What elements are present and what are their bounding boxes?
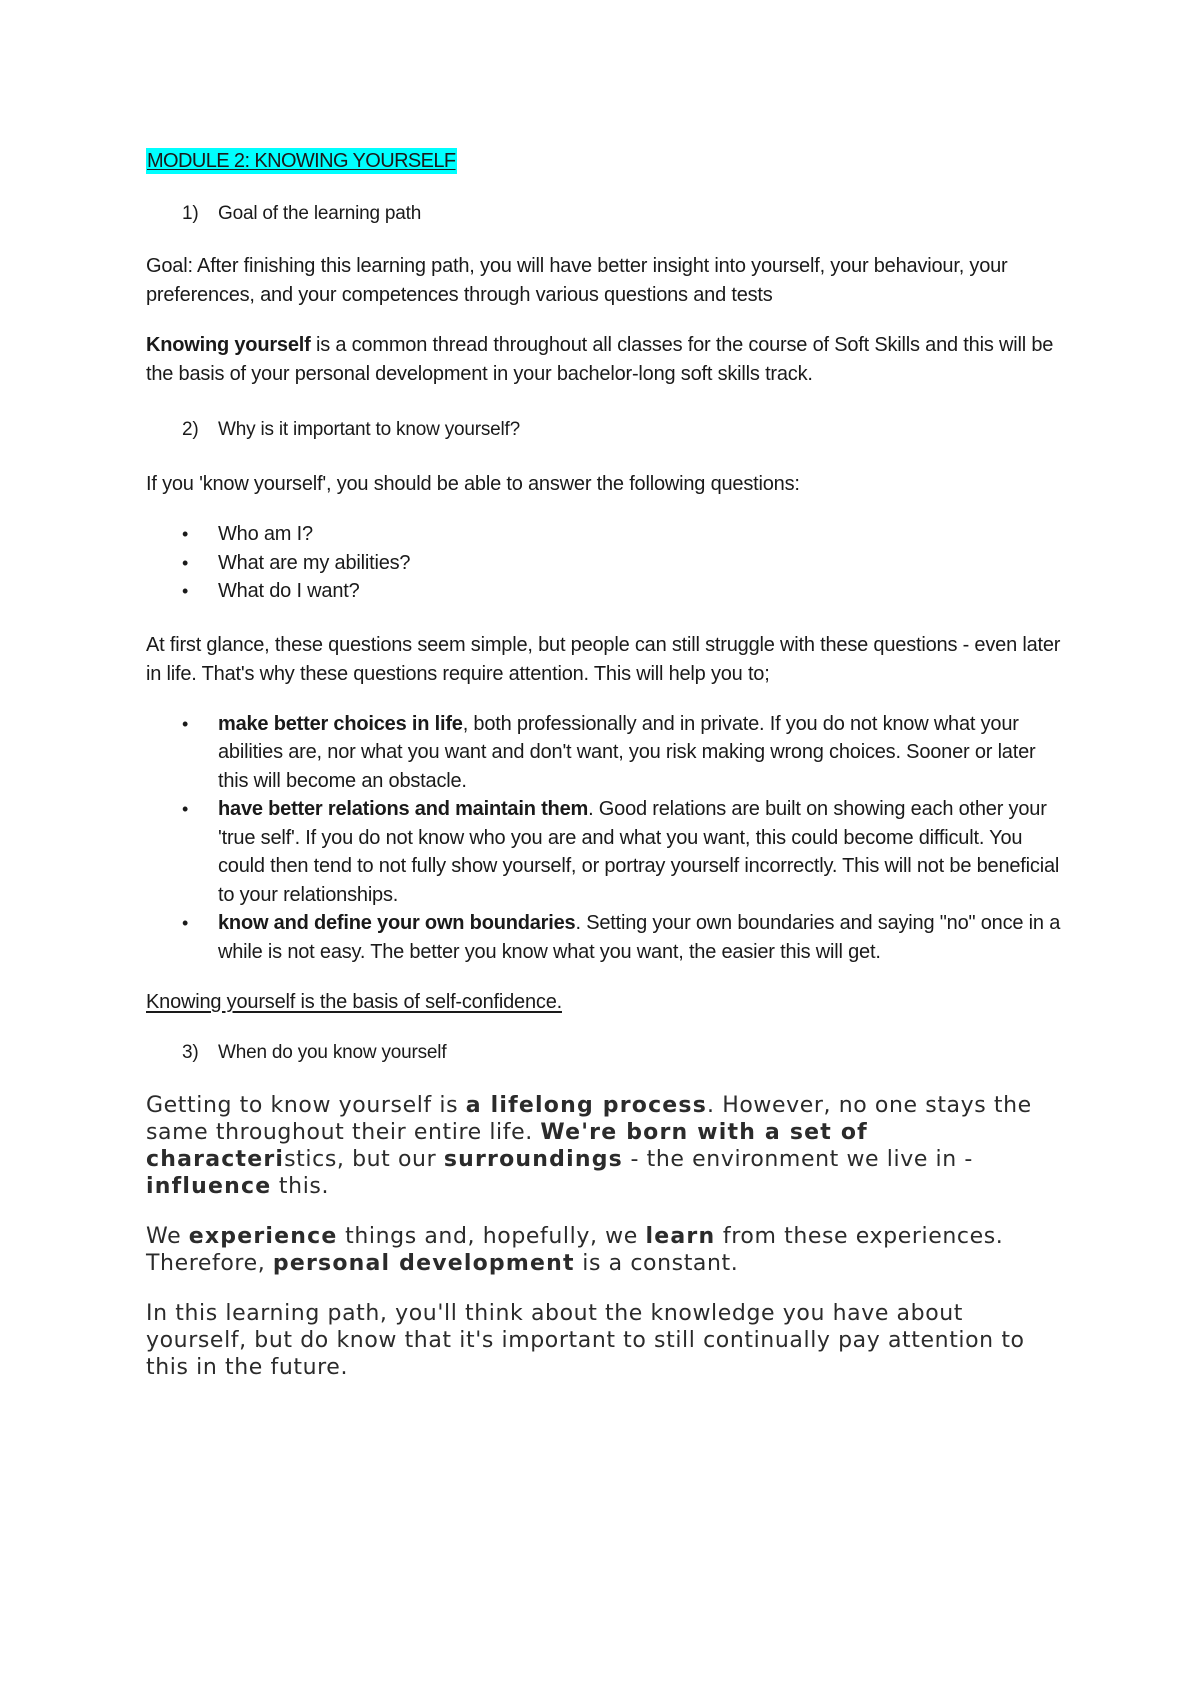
benefit-text: . Setting your own boundaries and saying "no" once in a while is not easy. The better you know what you want, the easier this will get. (218, 912, 1061, 963)
text-run: - the environment we live in - (622, 1147, 973, 1172)
questions-intro: If you 'know yourself', you should be able to answer the following questions: (146, 473, 800, 495)
bullet-icon: • (182, 913, 189, 933)
list-item-text: What are my abilities? (218, 551, 411, 574)
section-heading-text: Why is it important to know yourself? (218, 419, 520, 440)
text-run: Getting to know yourself is (146, 1093, 466, 1118)
experience-paragraph (146, 1223, 1066, 1277)
section-heading-goal (146, 200, 1066, 228)
section-number: 1) (182, 203, 199, 224)
list-item (146, 577, 1066, 606)
section-heading-text: When do you know yourself (218, 1042, 447, 1063)
future-paragraph: In this learning path, you'll think about the knowledge you have about yourself, but do know that it's important to still continually pay attention to this in the future. (146, 1301, 1025, 1380)
list-item (146, 520, 1066, 549)
thread-paragraph (146, 331, 1066, 389)
text-run-bold: surroundings (443, 1147, 623, 1172)
document-page (146, 148, 1066, 1381)
text-run-bold: a lifelong process (465, 1093, 708, 1118)
text-run: stics, but our (284, 1147, 444, 1172)
text-run-bold: We're born with a set of characteri (146, 1120, 868, 1172)
bullet-icon: • (182, 552, 189, 573)
conclusion-text: Knowing yourself is the basis of self-confidence. (146, 991, 562, 1013)
text-run-bold: learn (645, 1224, 716, 1249)
text-run: is a constant. (574, 1251, 739, 1276)
section-heading-text: Goal of the learning path (218, 203, 422, 224)
bullet-icon: • (182, 713, 189, 734)
text-run: We (146, 1224, 189, 1249)
text-run: . However, no one stays the same throughout their entire life. (146, 1093, 1032, 1145)
benefit-text: , both professionally and in private. If you do not know what your abilities are, nor what you want and don't want, you risk making wrong choices. Sooner or later this will become an obstacle. (218, 712, 1036, 792)
thread-bold: Knowing yourself (146, 334, 311, 356)
text-run: this. (271, 1174, 330, 1199)
benefit-bold: know and define your own boundaries (218, 912, 576, 934)
list-item-text (218, 710, 1066, 796)
list-item-text: What do I want? (218, 580, 360, 602)
list-item (146, 909, 1066, 966)
list-item (146, 795, 1066, 909)
text-run-bold: experience (188, 1224, 338, 1249)
section-number: 2) (182, 419, 199, 440)
bullet-icon: • (182, 799, 189, 819)
glance-paragraph: At first glance, these questions seem simple, but people can still struggle with these questions - even later in life. That's why these questions require attention. This will help you to; (146, 633, 1061, 685)
text-run-bold: influence (146, 1174, 272, 1199)
text-run: from these experiences. Therefore, (146, 1224, 1004, 1276)
bullet-icon: • (182, 524, 189, 544)
benefit-bold: make better choices in life (218, 712, 463, 735)
list-item (146, 710, 1066, 796)
lifelong-paragraph (146, 1092, 1066, 1200)
list-item-text: Who am I? (218, 523, 313, 545)
benefit-bold: have better relations and maintain them (218, 798, 589, 820)
bullet-icon: • (182, 581, 189, 601)
page-title: MODULE 2: KNOWING YOURSELF (147, 150, 456, 172)
list-item-text (218, 909, 1066, 966)
text-run-bold: personal development (272, 1251, 575, 1276)
benefit-text: . Good relations are built on showing each other your 'true self'. If you do not know who you are and what you want, this could become difficult. You could then tend to not fully show yourself, or portray yourself incorrectly. This will not be beneficial to your relationships. (218, 798, 1060, 906)
text-run: things and, hopefully, we (337, 1224, 646, 1249)
benefits-list (146, 710, 1066, 967)
section-number: 3) (182, 1042, 199, 1063)
thread-text: is a common thread throughout all classes for the course of Soft Skills and this will be the basis of your personal development in your bachelor-long soft skills track. (146, 334, 1054, 385)
list-item (146, 549, 1066, 578)
list-item-text (218, 795, 1066, 909)
title-wrap (146, 148, 1066, 174)
section-heading-when (146, 1039, 1066, 1067)
goal-paragraph: Goal: After finishing this learning path, you will have better insight into yourself, your behaviour, your preferences, and your competences through various questions and tests (146, 255, 1008, 306)
section-heading-why (146, 416, 1066, 444)
questions-list (146, 520, 1066, 606)
